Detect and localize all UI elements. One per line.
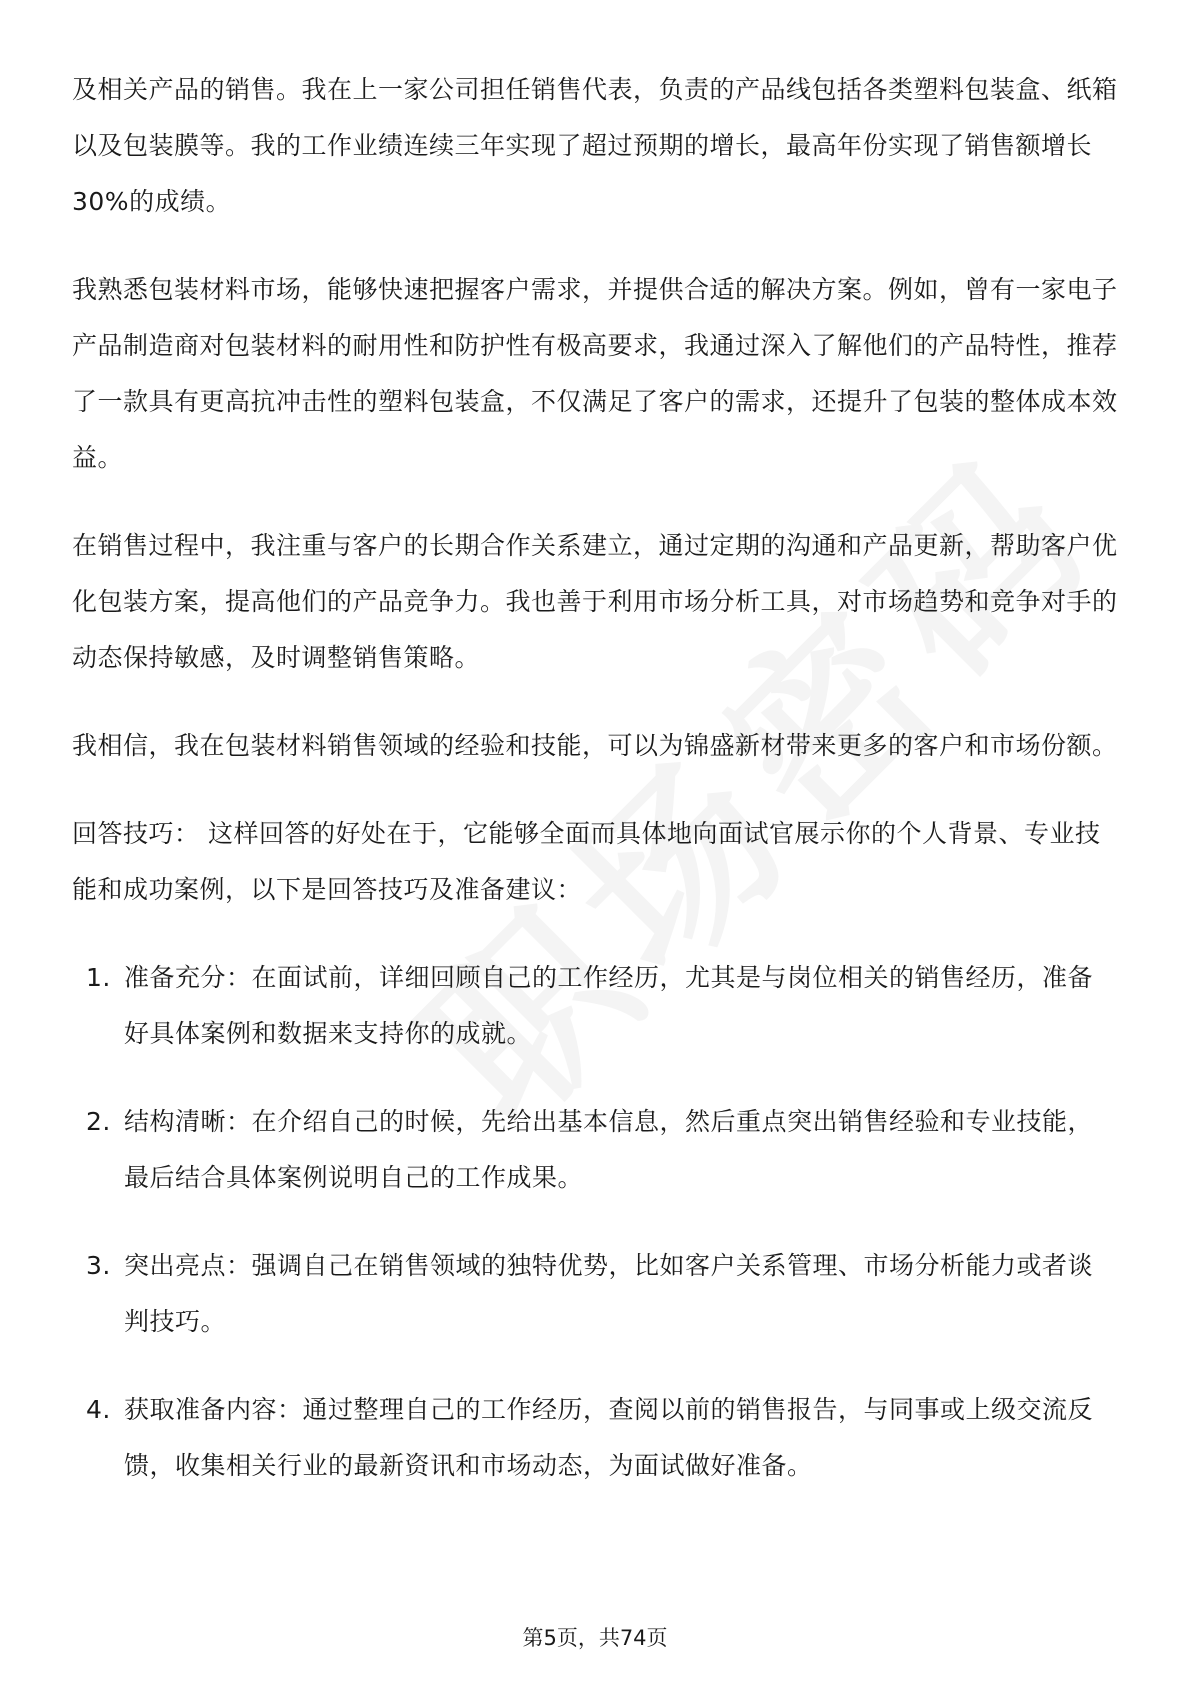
paragraph-client-relations: 在销售过程中，我注重与客户的长期合作关系建立，通过定期的沟通和产品更新，帮助客户优化包装方案，提高他们的产品竞争力。我也善于利用市场分析工具，对市场趋势和竞争对手的动态保持敏感，及时调整销售策略。	[72, 531, 1118, 672]
tips-list	[72, 950, 1118, 1494]
list-item	[72, 1382, 1118, 1494]
list-item	[72, 1094, 1118, 1206]
document-body	[72, 62, 1118, 1526]
list-item	[72, 1238, 1118, 1350]
list-item-text: 准备充分：在面试前，详细回顾自己的工作经历，尤其是与岗位相关的销售经历，准备好具体案例和数据来支持你的成就。	[124, 963, 1094, 1048]
paragraph-answer-tips-intro: 回答技巧： 这样回答的好处在于，它能够全面而具体地向面试官展示你的个人背景、专业技能和成功案例，以下是回答技巧及准备建议：	[72, 819, 1101, 904]
page-number-footer: 第5页，共74页	[522, 1626, 668, 1650]
list-item-number: 3.	[86, 1251, 111, 1280]
paragraph-sales-experience: 及相关产品的销售。我在上一家公司担任销售代表，负责的产品线包括各类塑料包装盒、纸箱以及包装膜等。我的工作业绩连续三年实现了超过预期的增长，最高年份实现了销售额增长30%的成绩。	[72, 75, 1118, 216]
list-item-text: 突出亮点：强调自己在销售领域的独特优势，比如客户关系管理、市场分析能力或者谈判技巧。	[124, 1251, 1094, 1336]
list-item-number: 4.	[86, 1395, 111, 1424]
paragraph-market-knowledge: 我熟悉包装材料市场，能够快速把握客户需求，并提供合适的解决方案。例如，曾有一家电子产品制造商对包装材料的耐用性和防护性有极高要求，我通过深入了解他们的产品特性，推荐了一款具有更高抗冲击性的塑料包装盒，不仅满足了客户的需求，还提升了包装的整体成本效益。	[72, 275, 1118, 472]
list-item	[72, 950, 1118, 1062]
paragraph-conclusion: 我相信，我在包装材料销售领域的经验和技能，可以为锦盛新材带来更多的客户和市场份额。	[72, 731, 1118, 760]
list-item-number: 1.	[86, 963, 111, 992]
list-item-number: 2.	[86, 1107, 111, 1136]
list-item-text: 结构清晰：在介绍自己的时候，先给出基本信息，然后重点突出销售经验和专业技能，最后结合具体案例说明自己的工作成果。	[124, 1107, 1094, 1192]
list-item-text: 获取准备内容：通过整理自己的工作经历，查阅以前的销售报告，与同事或上级交流反馈，收集相关行业的最新资讯和市场动态，为面试做好准备。	[124, 1395, 1094, 1480]
